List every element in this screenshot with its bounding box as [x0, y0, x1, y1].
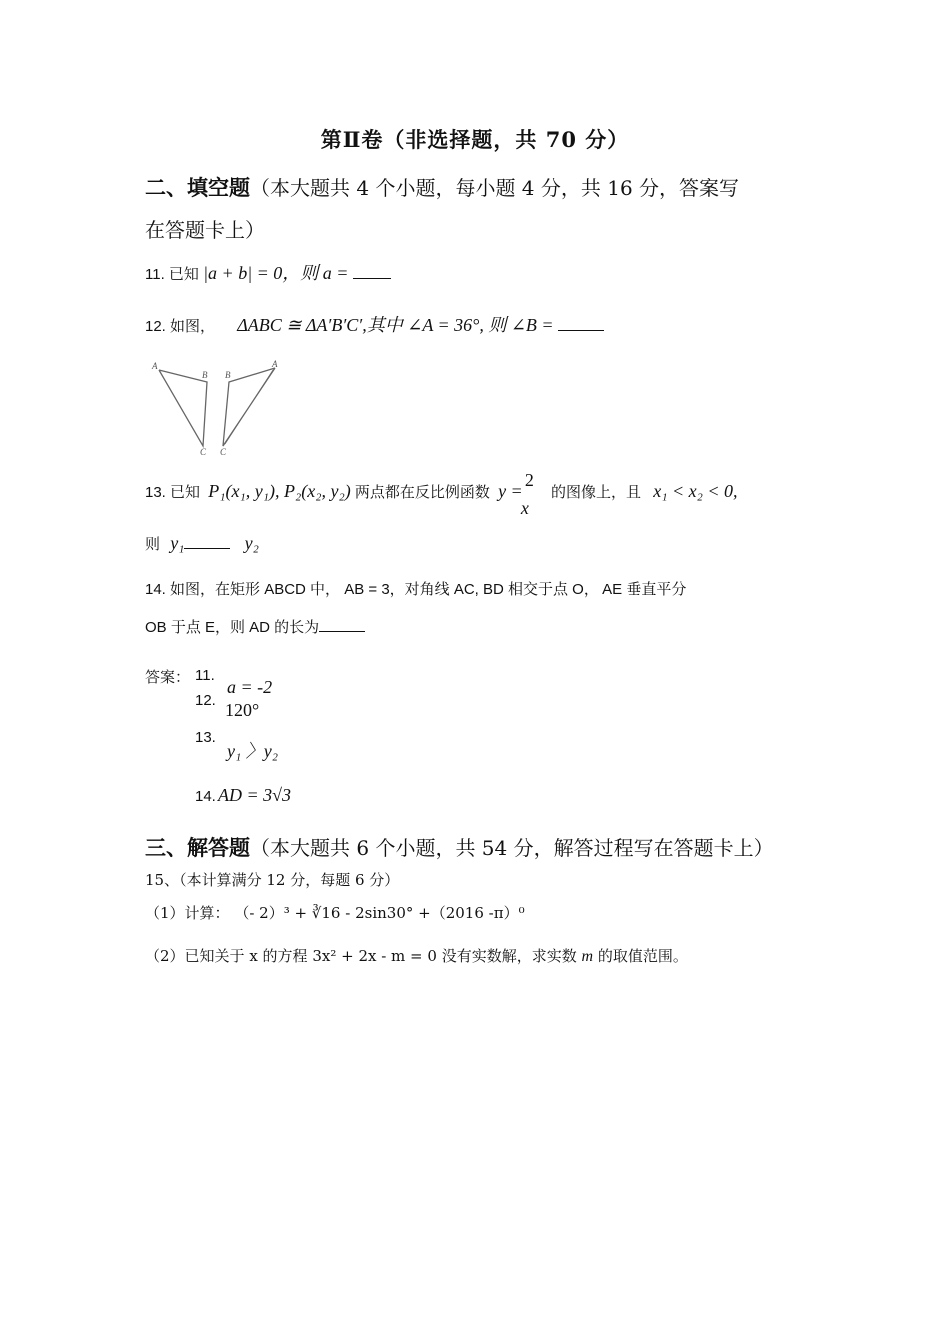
triangle-figure — [145, 356, 285, 456]
q14-answer-blank[interactable] — [319, 617, 365, 632]
section3-heading: 三、解答题 — [145, 835, 250, 860]
q15-part1-label: （1）计算： — [145, 904, 230, 922]
q13-condition: x₁ < x₂ < 0, — [653, 481, 738, 501]
q14-line1: 如图，在矩形 ABCD 中， AB = 3，对角线 AC, BD 相交于点 O， AE 垂直平分 — [170, 581, 687, 598]
answers-label: 答案： — [145, 669, 191, 686]
q13-text2: 两点都在反比例函数 — [354, 484, 490, 501]
answer-14: AD = 3√3 — [218, 785, 292, 805]
q11-expression: |a + b| = 0，则 a = — [203, 263, 353, 283]
answer-13: y₁ 〉y₂ — [227, 741, 278, 761]
q12-number: 12. — [145, 318, 166, 335]
q14-line2: OB 于点 E，则 AD 的长为 — [145, 619, 320, 636]
q12-expression: ΔABC ≅ ΔA′B′C′,其中 ∠A = 36°, 则 ∠B = — [237, 315, 559, 335]
triangle-abc — [159, 370, 207, 446]
question-15-part1 — [145, 902, 525, 923]
q13-points: P₁(x₁, y₁), P₂(x₂, y₂) — [208, 481, 351, 501]
answer-11-number: 11. — [195, 667, 215, 684]
question-15-part2 — [145, 945, 688, 966]
q13-func-y: y = — [498, 481, 523, 501]
label-c: C — [200, 447, 207, 456]
q13-line2-prefix: 则 — [145, 536, 161, 553]
q13-y2: y₂ — [244, 533, 259, 553]
section3-desc: （本大题共 6 个小题，共 54 分，解答过程写在答题卡上） — [250, 836, 774, 860]
question-14 — [145, 578, 686, 599]
answer-13-number: 13. — [195, 729, 216, 746]
q15-part2-variable: m — [581, 948, 594, 965]
q15-part2-label: （2）已知关于 — [145, 947, 245, 965]
label-a: A — [152, 361, 158, 371]
q13-answer-blank[interactable] — [184, 534, 230, 549]
section3-header — [145, 832, 774, 862]
section2-desc-line2: 在答题卡上） — [145, 218, 265, 242]
q13-number: 13. — [145, 484, 166, 501]
q11-text: 已知 — [168, 266, 199, 283]
label-c-prime: C — [220, 447, 227, 456]
q13-func-numerator: 2 — [524, 470, 534, 491]
answer-12-number: 12. — [195, 692, 216, 709]
q12-answer-blank[interactable] — [558, 316, 604, 331]
q11-number: 11. — [145, 266, 165, 283]
question-15-header: 15、（本计算满分 12 分，每题 6 分） — [145, 871, 400, 889]
answer-12: 120° — [225, 700, 260, 720]
q12-text: 如图， — [170, 318, 216, 335]
q13-text3: 的图像上，且 — [551, 484, 642, 501]
section2-header — [145, 172, 739, 202]
label-b: B — [202, 370, 208, 380]
answer-14-number: 14. — [195, 788, 216, 805]
question-13 — [145, 470, 738, 519]
question-14-line2 — [145, 616, 365, 637]
page-title: 第Ⅱ卷（非选择题，共 70 分） — [320, 127, 630, 152]
q13-func-denominator: x — [520, 498, 529, 519]
q15-part2-end: 的取值范围。 — [597, 947, 688, 965]
question-12 — [145, 311, 604, 337]
section2-heading: 二、填空题 — [145, 175, 250, 200]
answer-11: a = -2 — [227, 677, 273, 697]
q13-text1: 已知 — [170, 484, 201, 501]
q14-number: 14. — [145, 581, 166, 598]
q13-fraction — [520, 470, 547, 519]
label-a-prime: A — [272, 359, 278, 369]
question-11 — [145, 259, 391, 285]
q15-part1-expression: （- 2）³ + ∛16 - 2sin30° +（2016 -π）⁰ — [234, 904, 525, 922]
q13-y1: y₁ — [170, 533, 185, 553]
label-b-prime: B — [225, 370, 231, 380]
q15-part2-middle: x 的方程 3x² + 2x - m = 0 没有实数解，求实数 — [249, 947, 577, 965]
question-13-line2 — [145, 533, 259, 554]
section2-desc-line1: （本大题共 4 个小题，每小题 4 分，共 16 分，答案写 — [250, 176, 740, 200]
q11-answer-blank[interactable] — [353, 264, 391, 279]
